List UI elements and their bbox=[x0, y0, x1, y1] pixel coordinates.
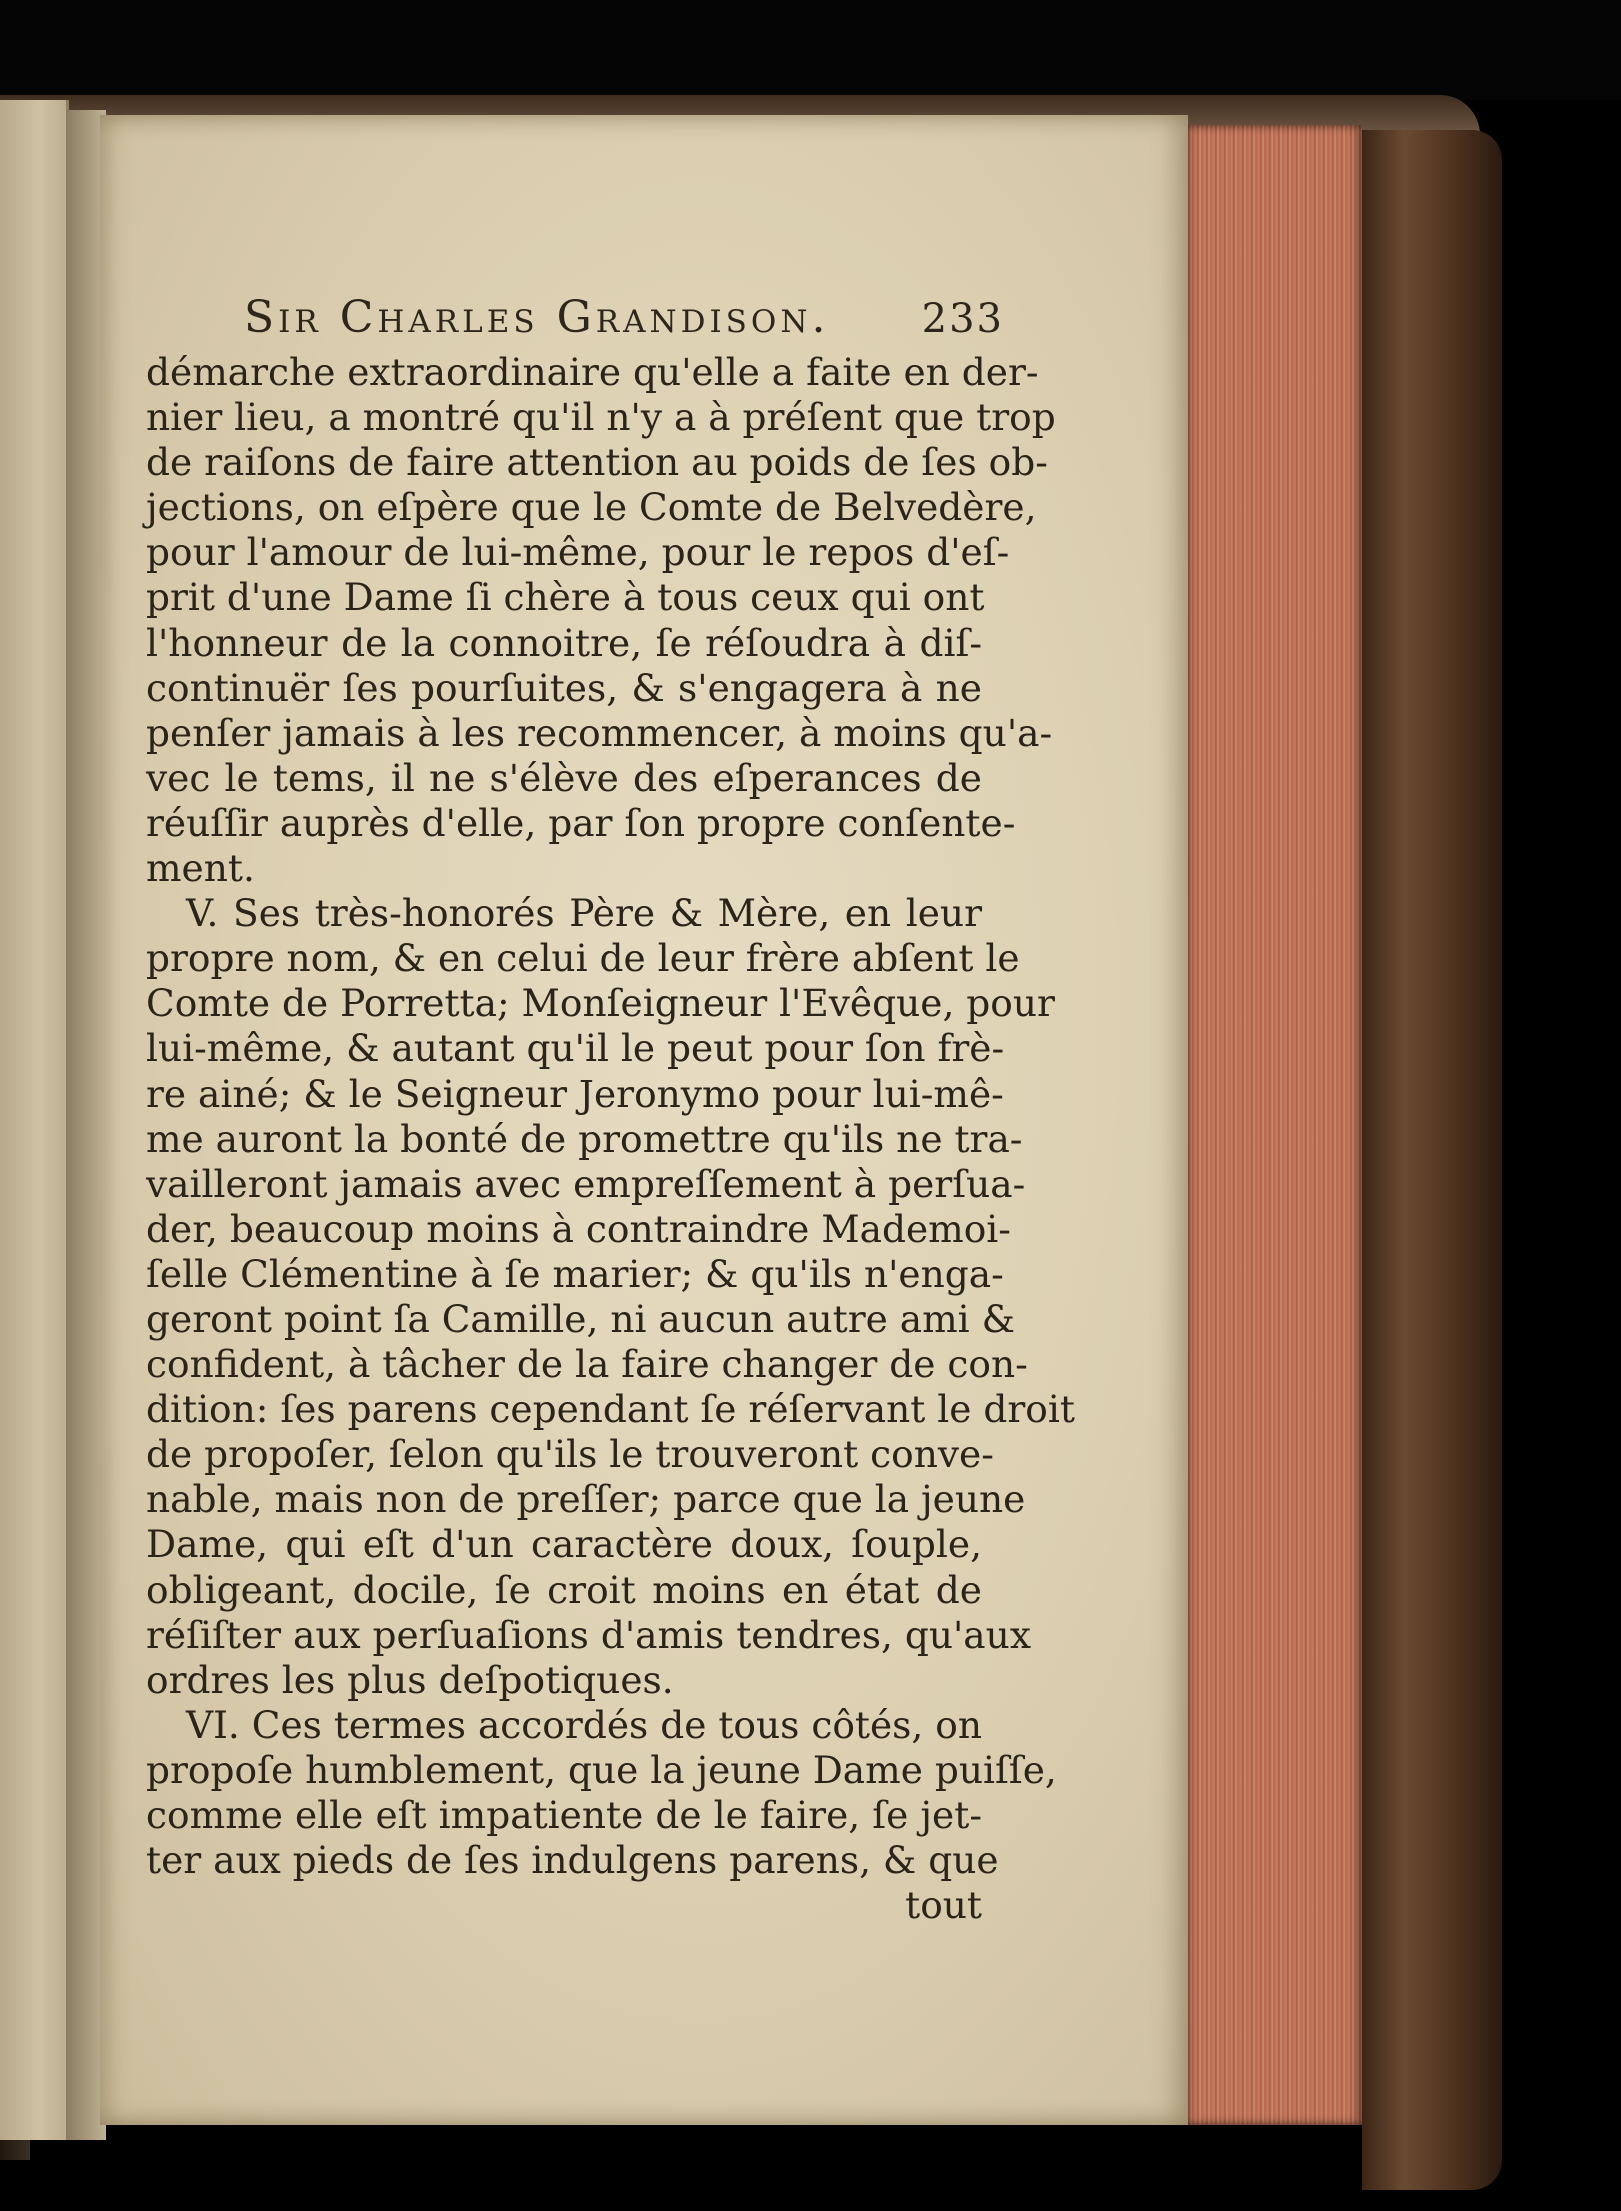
text-line: comme elle eſt impatiente de le faire, ſe jet- bbox=[146, 1793, 982, 1837]
text-line: geront point ſa Camille, ni aucun autre ami & bbox=[146, 1296, 1015, 1341]
text-line: penſer jamais à les recommencer, à moins qu'a- bbox=[146, 710, 1053, 755]
running-head-title: Sir Charles Grandison. bbox=[244, 292, 830, 343]
text-line: V. Ses très-honorés Père & Mère, en leur bbox=[186, 891, 982, 936]
left-page-fragment bbox=[0, 100, 69, 2140]
text-line: prit d'une Dame ſi chère à tous ceux qui ont bbox=[146, 575, 985, 620]
text-line: de propoſer, ſelon qu'ils le trouveront conve- bbox=[146, 1432, 994, 1477]
text-line: ordres les plus deſpotiques. bbox=[146, 1657, 674, 1702]
text-line: Comte de Porretta; Monſeigneur l'Evêque, pour bbox=[146, 981, 1055, 1026]
catchword: tout bbox=[905, 1883, 982, 1928]
text-line: ter aux pieds de ſes indulgens parens, & que bbox=[146, 1838, 999, 1883]
text-line: réuſſir auprès d'elle, par ſon propre conſente- bbox=[146, 800, 1016, 845]
text-line: démarche extraordinaire qu'elle a faite en der- bbox=[146, 350, 1039, 394]
text-line: obligeant, docile, ſe croit moins en état de bbox=[146, 1567, 982, 1612]
text-line: dition: ſes parens cependant ſe réſervant le droit bbox=[146, 1387, 1075, 1432]
text-line: lui-même, & autant qu'il le peut pour ſon frè- bbox=[146, 1026, 1005, 1071]
text-line: jections, on eſpère que le Comte de Belvedère, bbox=[146, 485, 1037, 530]
page-fore-edge bbox=[1184, 125, 1362, 2125]
page-body-text bbox=[146, 350, 1075, 1928]
text-line: ſelle Clémentine à ſe marier; & qu'ils n'enga- bbox=[146, 1251, 1004, 1296]
text-line: nier lieu, a montré qu'il n'y a à préſent que trop bbox=[146, 395, 1056, 440]
text-line: vailleront jamais avec empreſſement à perſua- bbox=[146, 1161, 1026, 1206]
text-line: re ainé; & le Seigneur Jeronymo pour lui-mê- bbox=[146, 1071, 1004, 1116]
running-header bbox=[244, 292, 1004, 343]
text-line: me auront la bonté de promettre qu'ils ne tra- bbox=[146, 1116, 1023, 1161]
text-line: ment. bbox=[146, 846, 255, 891]
text-line: Dame, qui eſt d'un caractère doux, ſouple, bbox=[146, 1522, 982, 1567]
page-number: 233 bbox=[921, 296, 1004, 342]
text-line: VI. Ces termes accordés de tous côtés, on bbox=[186, 1702, 982, 1747]
text-line: nable, mais non de preſſer; parce que la jeune bbox=[146, 1477, 1026, 1522]
scan-background bbox=[0, 0, 1621, 100]
right-cover-edge bbox=[1362, 130, 1502, 2190]
text-line: propoſe humblement, que la jeune Dame puiſſe, bbox=[146, 1747, 1057, 1792]
text-line: de raiſons de faire attention au poids de ſes ob- bbox=[146, 440, 1048, 485]
text-line: der, beaucoup moins à contraindre Mademoi- bbox=[146, 1206, 1011, 1251]
text-line: confident, à tâcher de la faire changer de con- bbox=[146, 1342, 1028, 1387]
text-line: l'honneur de la connoitre, ſe réſoudra à diſ- bbox=[146, 620, 982, 665]
text-line: pour l'amour de lui-même, pour le repos d'eſ- bbox=[146, 530, 1010, 575]
text-line: continuër ſes pourſuites, & s'engagera à ne bbox=[146, 665, 982, 710]
text-line: vec le tems, il ne s'élève des eſperances de bbox=[146, 755, 982, 800]
text-line: propre nom, & en celui de leur frère abſent le bbox=[146, 936, 1020, 981]
text-line: réſiſter aux perſuaſions d'amis tendres, qu'aux bbox=[146, 1612, 1031, 1657]
